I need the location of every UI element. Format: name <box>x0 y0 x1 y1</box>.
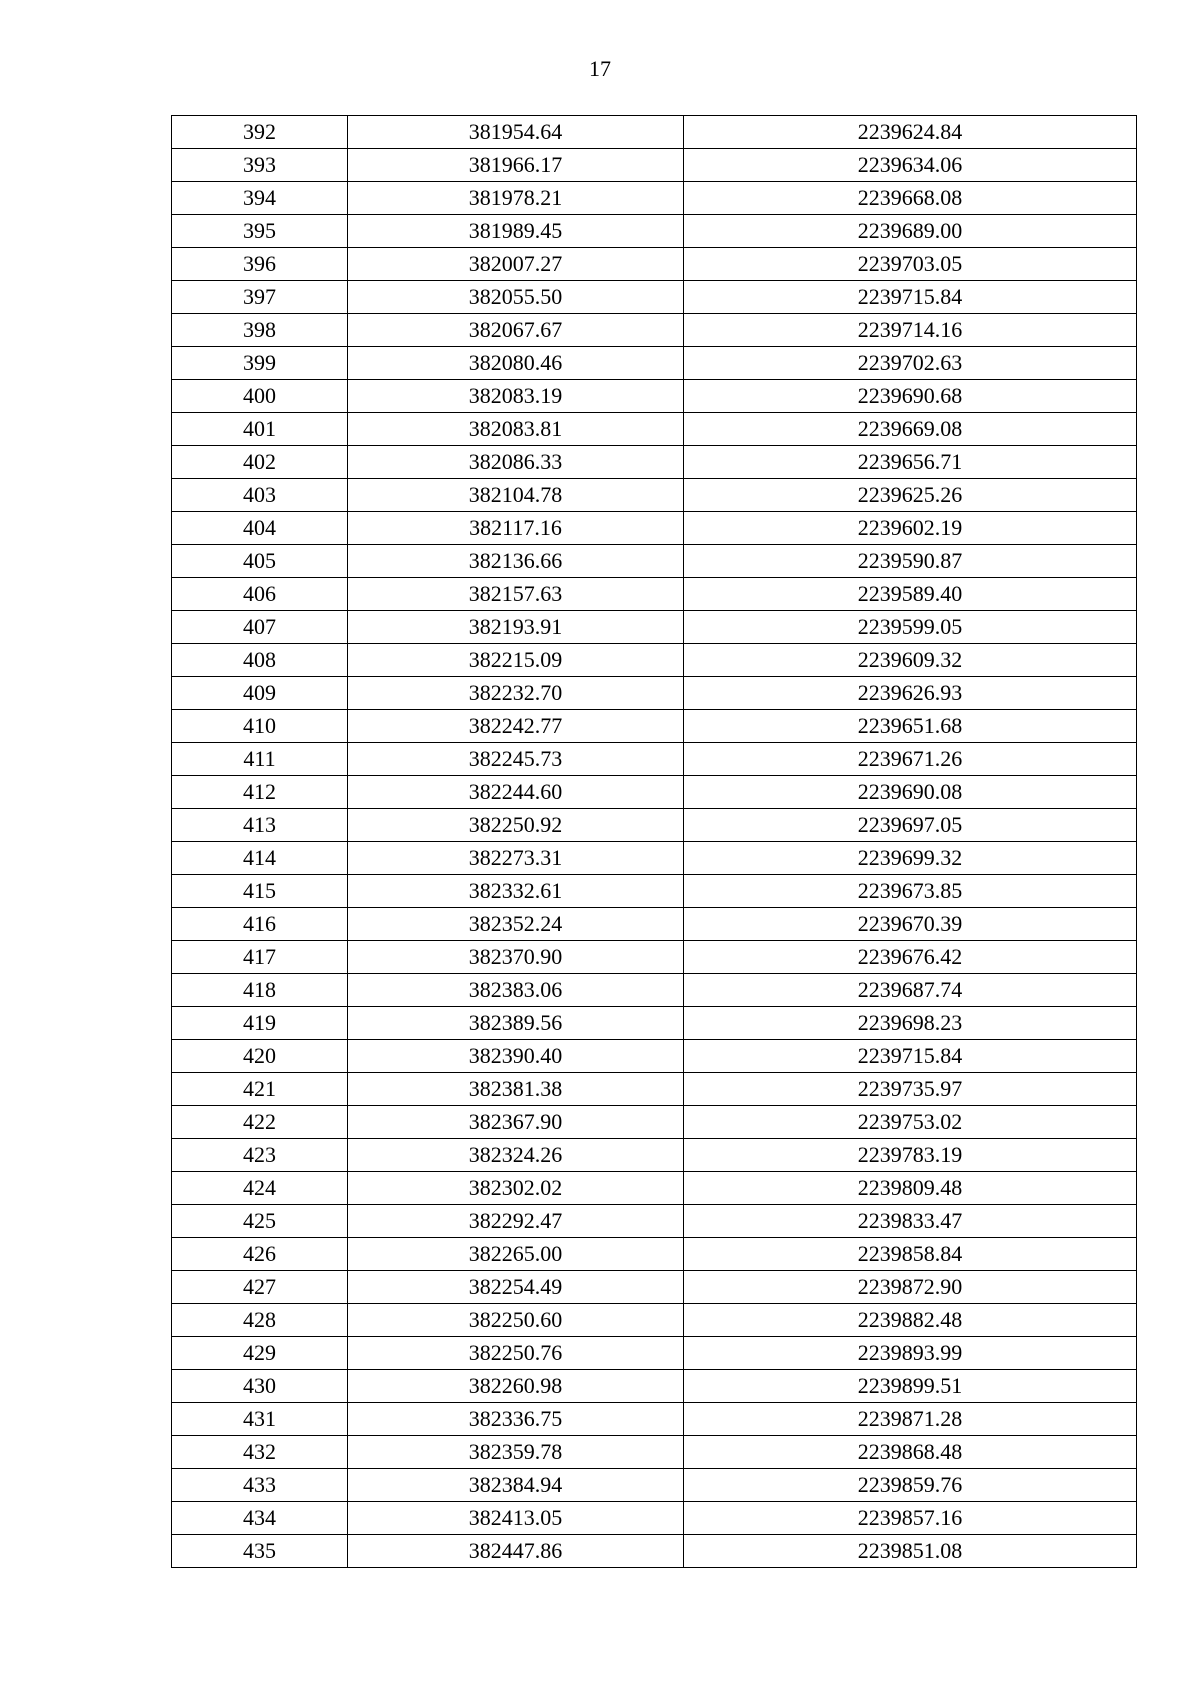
y-coordinate-cell: 2239602.19 <box>684 512 1137 545</box>
table-row <box>172 314 1137 347</box>
point-number-cell: 435 <box>172 1535 348 1568</box>
point-number-cell: 407 <box>172 611 348 644</box>
table-row <box>172 974 1137 1007</box>
y-coordinate-cell: 2239899.51 <box>684 1370 1137 1403</box>
y-coordinate-cell: 2239689.00 <box>684 215 1137 248</box>
point-number-cell: 423 <box>172 1139 348 1172</box>
point-number-cell: 432 <box>172 1436 348 1469</box>
point-number-cell: 422 <box>172 1106 348 1139</box>
x-coordinate-cell: 382292.47 <box>348 1205 684 1238</box>
point-number-cell: 431 <box>172 1403 348 1436</box>
y-coordinate-cell: 2239673.85 <box>684 875 1137 908</box>
table-row <box>172 677 1137 710</box>
table-row <box>172 1139 1137 1172</box>
y-coordinate-cell: 2239809.48 <box>684 1172 1137 1205</box>
x-coordinate-cell: 382302.02 <box>348 1172 684 1205</box>
x-coordinate-cell: 382260.98 <box>348 1370 684 1403</box>
point-number-cell: 393 <box>172 149 348 182</box>
x-coordinate-cell: 382336.75 <box>348 1403 684 1436</box>
x-coordinate-cell: 382370.90 <box>348 941 684 974</box>
y-coordinate-cell: 2239857.16 <box>684 1502 1137 1535</box>
point-number-cell: 411 <box>172 743 348 776</box>
y-coordinate-cell: 2239690.08 <box>684 776 1137 809</box>
x-coordinate-cell: 382390.40 <box>348 1040 684 1073</box>
point-number-cell: 392 <box>172 116 348 149</box>
point-number-cell: 402 <box>172 446 348 479</box>
point-number-cell: 414 <box>172 842 348 875</box>
point-number-cell: 420 <box>172 1040 348 1073</box>
y-coordinate-cell: 2239670.39 <box>684 908 1137 941</box>
table-row <box>172 413 1137 446</box>
table-row <box>172 1172 1137 1205</box>
point-number-cell: 433 <box>172 1469 348 1502</box>
y-coordinate-cell: 2239609.32 <box>684 644 1137 677</box>
x-coordinate-cell: 382383.06 <box>348 974 684 1007</box>
y-coordinate-cell: 2239833.47 <box>684 1205 1137 1238</box>
x-coordinate-cell: 382083.81 <box>348 413 684 446</box>
y-coordinate-cell: 2239872.90 <box>684 1271 1137 1304</box>
table-row <box>172 512 1137 545</box>
point-number-cell: 412 <box>172 776 348 809</box>
point-number-cell: 398 <box>172 314 348 347</box>
table-row <box>172 1436 1137 1469</box>
table-row <box>172 1403 1137 1436</box>
y-coordinate-cell: 2239753.02 <box>684 1106 1137 1139</box>
y-coordinate-cell: 2239715.84 <box>684 1040 1137 1073</box>
point-number-cell: 408 <box>172 644 348 677</box>
table-row <box>172 545 1137 578</box>
y-coordinate-cell: 2239882.48 <box>684 1304 1137 1337</box>
x-coordinate-cell: 382250.76 <box>348 1337 684 1370</box>
x-coordinate-cell: 382389.56 <box>348 1007 684 1040</box>
coordinate-table <box>171 115 1137 1568</box>
x-coordinate-cell: 382447.86 <box>348 1535 684 1568</box>
point-number-cell: 394 <box>172 182 348 215</box>
x-coordinate-cell: 382254.49 <box>348 1271 684 1304</box>
y-coordinate-cell: 2239668.08 <box>684 182 1137 215</box>
y-coordinate-cell: 2239715.84 <box>684 281 1137 314</box>
y-coordinate-cell: 2239868.48 <box>684 1436 1137 1469</box>
x-coordinate-cell: 381978.21 <box>348 182 684 215</box>
x-coordinate-cell: 382104.78 <box>348 479 684 512</box>
x-coordinate-cell: 382384.94 <box>348 1469 684 1502</box>
point-number-cell: 396 <box>172 248 348 281</box>
x-coordinate-cell: 382332.61 <box>348 875 684 908</box>
table-row <box>172 1007 1137 1040</box>
table-row <box>172 1205 1137 1238</box>
x-coordinate-cell: 382007.27 <box>348 248 684 281</box>
x-coordinate-cell: 382352.24 <box>348 908 684 941</box>
x-coordinate-cell: 382265.00 <box>348 1238 684 1271</box>
x-coordinate-cell: 382215.09 <box>348 644 684 677</box>
point-number-cell: 430 <box>172 1370 348 1403</box>
table-row <box>172 1271 1137 1304</box>
table-row <box>172 875 1137 908</box>
y-coordinate-cell: 2239783.19 <box>684 1139 1137 1172</box>
table-row <box>172 1040 1137 1073</box>
point-number-cell: 425 <box>172 1205 348 1238</box>
y-coordinate-cell: 2239687.74 <box>684 974 1137 1007</box>
table-row <box>172 644 1137 677</box>
x-coordinate-cell: 382250.92 <box>348 809 684 842</box>
x-coordinate-cell: 382273.31 <box>348 842 684 875</box>
point-number-cell: 429 <box>172 1337 348 1370</box>
x-coordinate-cell: 382367.90 <box>348 1106 684 1139</box>
point-number-cell: 426 <box>172 1238 348 1271</box>
table-row <box>172 1535 1137 1568</box>
point-number-cell: 406 <box>172 578 348 611</box>
point-number-cell: 427 <box>172 1271 348 1304</box>
point-number-cell: 419 <box>172 1007 348 1040</box>
y-coordinate-cell: 2239656.71 <box>684 446 1137 479</box>
x-coordinate-cell: 382117.16 <box>348 512 684 545</box>
point-number-cell: 401 <box>172 413 348 446</box>
x-coordinate-cell: 382232.70 <box>348 677 684 710</box>
table-row <box>172 479 1137 512</box>
point-number-cell: 409 <box>172 677 348 710</box>
y-coordinate-cell: 2239671.26 <box>684 743 1137 776</box>
y-coordinate-cell: 2239858.84 <box>684 1238 1137 1271</box>
table-row <box>172 578 1137 611</box>
table-row <box>172 1304 1137 1337</box>
point-number-cell: 415 <box>172 875 348 908</box>
point-number-cell: 413 <box>172 809 348 842</box>
table-row <box>172 215 1137 248</box>
y-coordinate-cell: 2239893.99 <box>684 1337 1137 1370</box>
point-number-cell: 399 <box>172 347 348 380</box>
y-coordinate-cell: 2239669.08 <box>684 413 1137 446</box>
point-number-cell: 424 <box>172 1172 348 1205</box>
x-coordinate-cell: 382324.26 <box>348 1139 684 1172</box>
y-coordinate-cell: 2239871.28 <box>684 1403 1137 1436</box>
table-row <box>172 710 1137 743</box>
table-row <box>172 1337 1137 1370</box>
y-coordinate-cell: 2239851.08 <box>684 1535 1137 1568</box>
table-row <box>172 743 1137 776</box>
y-coordinate-cell: 2239599.05 <box>684 611 1137 644</box>
x-coordinate-cell: 382381.38 <box>348 1073 684 1106</box>
table-row <box>172 248 1137 281</box>
x-coordinate-cell: 382157.63 <box>348 578 684 611</box>
x-coordinate-cell: 382136.66 <box>348 545 684 578</box>
y-coordinate-cell: 2239589.40 <box>684 578 1137 611</box>
x-coordinate-cell: 381954.64 <box>348 116 684 149</box>
point-number-cell: 395 <box>172 215 348 248</box>
table-row <box>172 809 1137 842</box>
y-coordinate-cell: 2239703.05 <box>684 248 1137 281</box>
x-coordinate-cell: 382055.50 <box>348 281 684 314</box>
table-row <box>172 380 1137 413</box>
point-number-cell: 434 <box>172 1502 348 1535</box>
x-coordinate-cell: 382080.46 <box>348 347 684 380</box>
x-coordinate-cell: 382359.78 <box>348 1436 684 1469</box>
point-number-cell: 417 <box>172 941 348 974</box>
page-number: 17 <box>589 56 611 81</box>
y-coordinate-cell: 2239634.06 <box>684 149 1137 182</box>
x-coordinate-cell: 382067.67 <box>348 314 684 347</box>
table-row <box>172 116 1137 149</box>
table-row <box>172 1502 1137 1535</box>
table-row <box>172 1073 1137 1106</box>
point-number-cell: 421 <box>172 1073 348 1106</box>
table-row <box>172 611 1137 644</box>
y-coordinate-cell: 2239624.84 <box>684 116 1137 149</box>
table-row <box>172 941 1137 974</box>
table-row <box>172 1106 1137 1139</box>
y-coordinate-cell: 2239714.16 <box>684 314 1137 347</box>
x-coordinate-cell: 382193.91 <box>348 611 684 644</box>
x-coordinate-cell: 382242.77 <box>348 710 684 743</box>
x-coordinate-cell: 382244.60 <box>348 776 684 809</box>
point-number-cell: 416 <box>172 908 348 941</box>
x-coordinate-cell: 382250.60 <box>348 1304 684 1337</box>
table-row <box>172 776 1137 809</box>
table-row <box>172 842 1137 875</box>
y-coordinate-cell: 2239690.68 <box>684 380 1137 413</box>
x-coordinate-cell: 382083.19 <box>348 380 684 413</box>
y-coordinate-cell: 2239676.42 <box>684 941 1137 974</box>
y-coordinate-cell: 2239859.76 <box>684 1469 1137 1502</box>
table-row <box>172 908 1137 941</box>
table-row <box>172 149 1137 182</box>
point-number-cell: 403 <box>172 479 348 512</box>
y-coordinate-cell: 2239698.23 <box>684 1007 1137 1040</box>
table-row <box>172 446 1137 479</box>
x-coordinate-cell: 382413.05 <box>348 1502 684 1535</box>
table-row <box>172 1370 1137 1403</box>
y-coordinate-cell: 2239702.63 <box>684 347 1137 380</box>
point-number-cell: 410 <box>172 710 348 743</box>
table-row <box>172 1238 1137 1271</box>
point-number-cell: 404 <box>172 512 348 545</box>
x-coordinate-cell: 381966.17 <box>348 149 684 182</box>
x-coordinate-cell: 382245.73 <box>348 743 684 776</box>
y-coordinate-cell: 2239697.05 <box>684 809 1137 842</box>
y-coordinate-cell: 2239735.97 <box>684 1073 1137 1106</box>
table-row <box>172 182 1137 215</box>
coordinate-table-body <box>172 116 1137 1568</box>
point-number-cell: 397 <box>172 281 348 314</box>
table-row <box>172 281 1137 314</box>
y-coordinate-cell: 2239590.87 <box>684 545 1137 578</box>
x-coordinate-cell: 381989.45 <box>348 215 684 248</box>
point-number-cell: 428 <box>172 1304 348 1337</box>
point-number-cell: 400 <box>172 380 348 413</box>
table-row <box>172 1469 1137 1502</box>
y-coordinate-cell: 2239699.32 <box>684 842 1137 875</box>
point-number-cell: 418 <box>172 974 348 1007</box>
y-coordinate-cell: 2239626.93 <box>684 677 1137 710</box>
point-number-cell: 405 <box>172 545 348 578</box>
table-row <box>172 347 1137 380</box>
y-coordinate-cell: 2239651.68 <box>684 710 1137 743</box>
y-coordinate-cell: 2239625.26 <box>684 479 1137 512</box>
x-coordinate-cell: 382086.33 <box>348 446 684 479</box>
